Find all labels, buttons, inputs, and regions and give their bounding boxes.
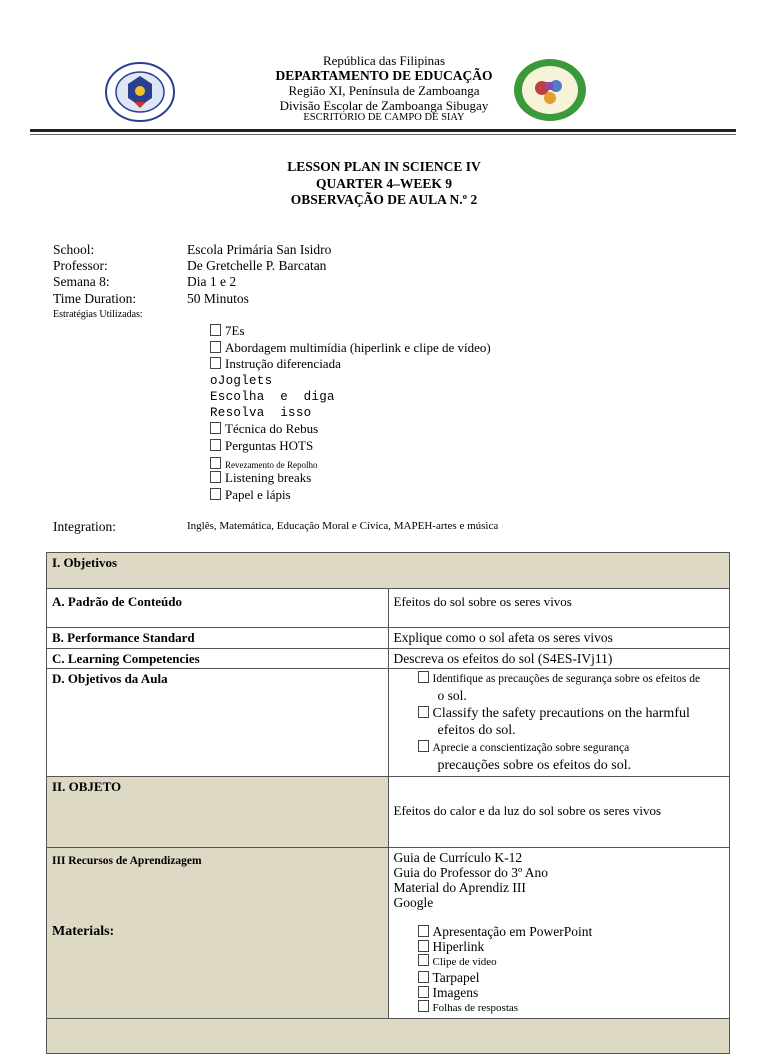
checkbox-icon bbox=[418, 1000, 429, 1012]
content-standard-value: Efeitos do sol sobre os seres vivos bbox=[388, 589, 730, 628]
checkbox-icon bbox=[210, 357, 221, 369]
header-rule-thin bbox=[30, 134, 736, 135]
learning-competencies-value: Descreva os efeitos do sol (S4ES-IVj11) bbox=[388, 649, 730, 669]
checkbox-icon bbox=[418, 940, 429, 952]
material-item: Tarpapel bbox=[394, 970, 725, 985]
strategy-item: Resolva isso bbox=[210, 406, 312, 420]
checkbox-icon bbox=[418, 671, 429, 683]
quarter-week: QUARTER 4–WEEK 9 bbox=[315, 176, 453, 191]
checkbox-icon bbox=[210, 324, 221, 336]
checkbox-icon bbox=[210, 422, 221, 434]
resource-item: Guia do Professor do 3º Ano bbox=[393, 865, 549, 880]
checkbox-icon bbox=[210, 471, 221, 483]
strategy-item: Papel e lápis bbox=[210, 487, 291, 503]
header-division: Divisão Escolar de Zamboanga Sibugay bbox=[279, 98, 489, 113]
table-row bbox=[47, 848, 730, 1019]
material-item: Hiperlink bbox=[394, 939, 725, 954]
strategy-item: Abordagem multimídia (hiperlink e clipe de vídeo) bbox=[210, 340, 491, 356]
school-value: Escola Primária San Isidro bbox=[187, 242, 332, 257]
header-rule-thick bbox=[30, 129, 736, 132]
checkbox-icon bbox=[418, 986, 429, 998]
material-item: Apresentação em PowerPoint bbox=[394, 924, 725, 939]
objective-item: Identifique as precauções de segurança sobre os efeitos de bbox=[394, 671, 725, 687]
strategy-item: Perguntas HOTS bbox=[210, 438, 313, 454]
learning-resources-label: III Recursos de Aprendizagem bbox=[52, 855, 202, 867]
content-standard-label: A. Padrão de Conteúdo bbox=[47, 589, 389, 628]
resource-item: Google bbox=[393, 895, 434, 910]
resource-item: Material do Aprendiz III bbox=[393, 880, 526, 895]
material-item: Clipe de vídeo bbox=[394, 954, 725, 970]
observation-number: OBSERVAÇÃO DE AULA N.º 2 bbox=[290, 192, 478, 207]
table-row bbox=[47, 553, 730, 589]
week-value: Dia 1 e 2 bbox=[187, 274, 237, 289]
lesson-objectives-list bbox=[388, 669, 730, 777]
strategy-item: Escolha e diga bbox=[210, 390, 335, 404]
resource-item: Guia de Currículo K-12 bbox=[393, 850, 523, 865]
table-row bbox=[47, 669, 730, 777]
objective-item: Classify the safety precautions on the harmful bbox=[394, 705, 725, 722]
checkbox-icon bbox=[418, 954, 429, 966]
table-row bbox=[47, 589, 730, 628]
strategy-item: 7Es bbox=[210, 323, 245, 339]
week-label: Semana 8: bbox=[53, 274, 110, 289]
integration-value: Inglês, Matemática, Educação Moral e Cívica, MAPEH-artes e música bbox=[187, 520, 499, 532]
performance-standard-label: B. Performance Standard bbox=[47, 628, 389, 649]
checkbox-icon bbox=[418, 740, 429, 752]
table-row bbox=[47, 777, 730, 848]
school-label: School: bbox=[53, 242, 95, 257]
lesson-plan-table bbox=[46, 552, 730, 1054]
subject-matter-value: Efeitos do calor e da luz do sol sobre os seres vivos bbox=[388, 777, 730, 848]
table-row bbox=[47, 628, 730, 649]
material-item: Folhas de respostas bbox=[394, 1000, 725, 1016]
duration-value: 50 Minutos bbox=[187, 291, 249, 306]
strategy-item: Instrução diferenciada bbox=[210, 356, 341, 372]
header-field-office: ESCRITÓRIO DE CAMPO DE SIAY bbox=[303, 112, 465, 123]
header-department: DEPARTAMENTO DE EDUCAÇÃO bbox=[275, 68, 493, 83]
materials-label: Materials: bbox=[52, 924, 115, 939]
objective-item-cont: o sol. bbox=[437, 688, 467, 703]
learning-competencies-label: C. Learning Competencies bbox=[47, 649, 389, 669]
objectives-header: I. Objetivos bbox=[47, 553, 730, 589]
subject-matter-label: II. OBJETO bbox=[47, 777, 389, 848]
objective-item-cont: precauções sobre os efeitos do sol. bbox=[437, 758, 632, 773]
table-row bbox=[47, 649, 730, 669]
objective-item: Aprecie a conscientização sobre segurança bbox=[394, 739, 725, 757]
strategy-item: oJoglets bbox=[210, 374, 273, 388]
header-region: Região XI, Península de Zamboanga bbox=[288, 83, 480, 98]
material-item: Imagens bbox=[394, 985, 725, 1000]
checkbox-icon bbox=[210, 457, 221, 469]
performance-standard-value: Explique como o sol afeta os seres vivos bbox=[388, 628, 730, 649]
resources-list bbox=[388, 848, 730, 1019]
duration-label: Time Duration: bbox=[53, 291, 137, 306]
checkbox-icon bbox=[418, 925, 429, 937]
checkbox-icon bbox=[210, 439, 221, 451]
learning-resources-cell bbox=[47, 848, 389, 1019]
integration-label: Integration: bbox=[53, 519, 116, 534]
teacher-value: De Gretchelle P. Barcatan bbox=[187, 258, 327, 273]
teacher-label: Professor: bbox=[53, 258, 108, 273]
objective-item-cont: efeitos do sol. bbox=[437, 723, 516, 738]
strategy-item: Revezamento de Repolho bbox=[210, 456, 317, 473]
checkbox-icon bbox=[418, 706, 429, 718]
strategy-item: Técnica do Rebus bbox=[210, 421, 318, 437]
lesson-objectives-label: D. Objetivos da Aula bbox=[47, 669, 389, 777]
checkbox-icon bbox=[418, 971, 429, 983]
checkbox-icon bbox=[210, 488, 221, 500]
strategies-label: Estratégias Utilizadas: bbox=[53, 309, 143, 320]
strategy-item: Listening breaks bbox=[210, 470, 311, 486]
header-republic: República das Filipinas bbox=[322, 53, 446, 68]
checkbox-icon bbox=[210, 341, 221, 353]
lesson-plan-title: LESSON PLAN IN SCIENCE IV bbox=[287, 159, 481, 174]
